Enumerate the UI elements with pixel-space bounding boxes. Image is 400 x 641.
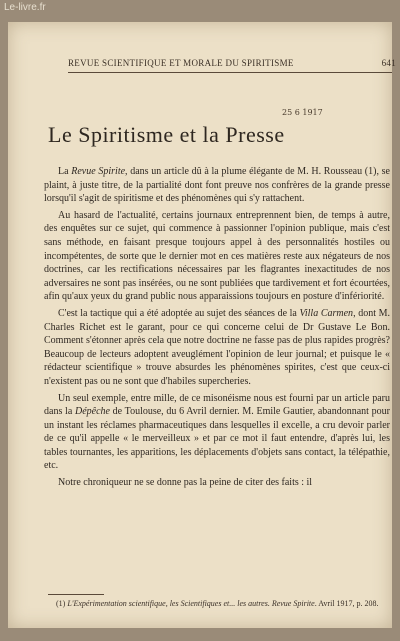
article-body bbox=[44, 165, 390, 493]
paragraph: Notre chroniqueur ne se donne pas la peine de citer des faits : il bbox=[58, 477, 313, 489]
footnote: (1) L'Expérimentation scientifique, les Scientifiques et... les autres. Revue Spirite. Avril 1917, p. 208. bbox=[56, 599, 379, 608]
running-title: REVUE SCIENTIFIQUE ET MORALE DU SPIRITISME bbox=[68, 58, 294, 68]
footnote-rule bbox=[48, 594, 104, 595]
running-header bbox=[68, 58, 396, 68]
watermark: Le-livre.fr bbox=[4, 2, 46, 13]
page-number: 641 bbox=[381, 58, 396, 68]
header-rule bbox=[68, 72, 392, 73]
paragraph: La Revue Spirite, dans un article dû à la plume élégante de M. H. Rousseau (1), se plaint, à juste titre, de la partialité dont font preuve nos confrères de la grande presse lorsqu'il s'agit de spiritisme et des phénomènes qui s'y rattachent. bbox=[44, 166, 390, 205]
paragraph: C'est la tactique qui a été adoptée au sujet des séances de la Villa Carmen, dont M. Charles Richet est le garant, pour ce qui concerne celui de Dr Gustave Le Bon. Comment s'étonner après cela que notre doctrine ne fasse pas de plus rapides progrès? Beaucoup de lecteurs adoptent aveuglément l'opinion de leur journal; et puisque le « rédacteur scientifique » trouve absurdes les phénomènes spirites, c'est que ceux-ci n'existent pas ou ne sont que d'habiles supercheries. bbox=[44, 307, 390, 387]
article-title: Le Spiritisme et la Presse bbox=[48, 122, 285, 147]
book-page bbox=[8, 22, 396, 628]
paragraph: Au hasard de l'actualité, certains journaux entreprennent bien, de temps à autre, des enquêtes sur ce sujet, qui commence à passionner l'opinion publique, mais c'est sans méthode, en faisant presque toujours appel à des personnalités hostiles ou incompétentes, de sorte que le dernier mot en ces matières reste aux négateurs de nos doctrines, car les rectifications nécessaires par les flagrantes inexactitudes de nos adversaires ne sont pas insérées, ou ne sont publiées que tardivement et fort écourtées, afin qu'aux yeux du grand public nous apparaissions toujours en posture d'infériorité. bbox=[44, 209, 390, 303]
paragraph: Un seul exemple, entre mille, de ce misonéisme nous est fourni par un article paru dans la Dépêche de Toulouse, du 6 Avril dernier. M. Emile Gautier, abandonnant pour un instant les réclames pharmaceutiques dans lesquelles il excelle, a cru devoir parler de ce qu'il appelle « le merveilleux » et par ce mot il faut entendre, d'après lui, les tables tournantes, les apparitions, les déplacements d'objets sans contact, la télépathie, etc. bbox=[44, 392, 390, 472]
date-stamp: 25 6 1917 bbox=[282, 108, 323, 117]
